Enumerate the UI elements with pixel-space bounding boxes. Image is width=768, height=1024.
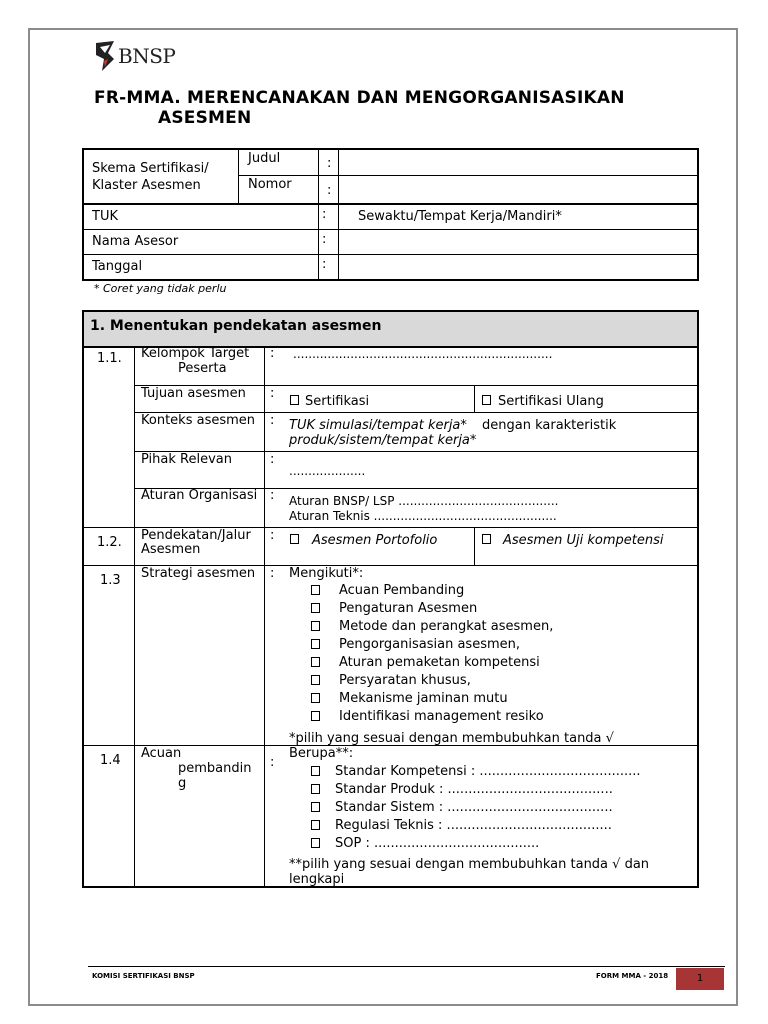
- acuan-item: SOP : ........................................: [335, 836, 540, 851]
- asesor-colon: :: [322, 232, 327, 247]
- strategi-checkbox[interactable]: [311, 675, 320, 685]
- uji-kompetensi-option: Asesmen Uji kompetensi: [503, 533, 664, 548]
- konteks-produk: produk/sistem/tempat kerja*: [289, 433, 477, 448]
- asesor-label: Nama Asesor: [92, 234, 179, 249]
- row-1-2-number: 1.2.: [97, 535, 122, 550]
- pendekatan-colon: :: [270, 528, 275, 543]
- strategi-item: Aturan pemaketan kompetensi: [339, 655, 540, 670]
- strategi-item: Metode dan perangkat asesmen,: [339, 619, 554, 634]
- pendekatan-label-1: Pendekatan/Jalur: [141, 528, 251, 543]
- portofolio-option: Asesmen Portofolio: [312, 533, 438, 548]
- page-number: 1: [676, 968, 724, 990]
- row-1-3-number: 1.3: [100, 573, 121, 588]
- tujuan-label: Tujuan asesmen: [141, 386, 246, 401]
- acuan-label-3: g: [178, 776, 187, 791]
- konteks-karakteristik: dengan karakteristik: [482, 418, 617, 433]
- kelompok-value: ....................................................................: [293, 347, 553, 361]
- acuan-checkbox[interactable]: [311, 820, 320, 830]
- nomor-label: Nomor: [248, 177, 292, 192]
- strategi-checkbox[interactable]: [311, 711, 320, 721]
- footer-right: FORM MMA - 2018: [596, 972, 669, 980]
- acuan-intro: Berupa**:: [289, 746, 354, 761]
- strategi-item: Identifikasi management resiko: [339, 709, 544, 724]
- title-line-2: ASESMEN: [158, 108, 252, 128]
- title-line-1: FR-MMA. MERENCANAKAN DAN MENGORGANISASIKAN: [94, 88, 625, 108]
- acuan-colon: :: [270, 755, 275, 770]
- nomor-colon: :: [327, 183, 332, 198]
- acuan-item: Standar Sistem : ........................................: [335, 800, 613, 815]
- acuan-checkbox[interactable]: [311, 766, 320, 776]
- tuk-label: TUK: [92, 209, 118, 224]
- konteks-tuk: TUK simulasi/tempat kerja*: [289, 418, 467, 433]
- footer-rule: [88, 966, 725, 967]
- tuk-colon: :: [322, 207, 327, 222]
- acuan-checkbox[interactable]: [311, 784, 320, 794]
- coret-note: * Coret yang tidak perlu: [94, 282, 227, 295]
- strategi-colon: :: [270, 566, 275, 581]
- strategi-checkbox[interactable]: [311, 585, 320, 595]
- acuan-note-1: **pilih yang sesuai dengan membubuhkan tanda √ dan: [289, 857, 650, 872]
- konteks-colon: :: [270, 413, 275, 428]
- konteks-label: Konteks asesmen: [141, 413, 256, 428]
- acuan-item: Regulasi Teknis : ........................................: [335, 818, 612, 833]
- sertifikasi-ulang-option: Sertifikasi Ulang: [498, 394, 604, 409]
- tanggal-colon: :: [322, 257, 327, 272]
- portofolio-checkbox[interactable]: [290, 534, 299, 544]
- acuan-label-2: pembandin: [178, 761, 252, 776]
- aturan-label: Aturan Organisasi: [141, 488, 258, 503]
- strategi-checkbox[interactable]: [311, 693, 320, 703]
- judul-colon: :: [327, 156, 332, 171]
- pihak-colon: :: [270, 452, 275, 467]
- aturan-bnsp: Aturan BNSP/ LSP ..........................................: [289, 494, 559, 508]
- acuan-item: Standar Kompetensi : .......................................: [335, 764, 641, 779]
- strategi-checkbox[interactable]: [311, 621, 320, 631]
- strategi-checkbox[interactable]: [311, 657, 320, 667]
- acuan-item: Standar Produk : ........................................: [335, 782, 613, 797]
- uji-kompetensi-checkbox[interactable]: [482, 534, 491, 544]
- sertifikasi-option: Sertifikasi: [305, 394, 370, 409]
- row-1-1-number: 1.1.: [97, 351, 122, 366]
- acuan-note-2: lengkapi: [289, 872, 345, 887]
- strategi-item: Pengorganisasian asesmen,: [339, 637, 521, 652]
- skema-label-2: Klaster Asesmen: [92, 178, 201, 193]
- strategi-item: Mekanisme jaminan mutu: [339, 691, 508, 706]
- strategi-note: *pilih yang sesuai dengan membubuhkan tanda √: [289, 731, 614, 746]
- tujuan-colon: :: [270, 386, 275, 401]
- sertifikasi-checkbox[interactable]: [290, 395, 299, 405]
- pihak-value: ....................: [289, 464, 366, 478]
- kelompok-colon: :: [270, 346, 275, 361]
- strategi-checkbox[interactable]: [311, 603, 320, 613]
- judul-label: Judul: [248, 151, 281, 166]
- aturan-teknis: Aturan Teknis ................................................: [289, 509, 557, 523]
- acuan-label-1: Acuan: [141, 746, 182, 761]
- bnsp-logo: [94, 38, 175, 74]
- page-title: [94, 88, 714, 128]
- strategi-label: Strategi asesmen: [141, 566, 256, 581]
- bnsp-emblem-icon: [94, 39, 116, 73]
- row-1-4-number: 1.4: [100, 753, 121, 768]
- acuan-checkbox[interactable]: [311, 838, 320, 848]
- pihak-label: Pihak Relevan: [141, 452, 232, 467]
- kelompok-label-1: Kelompok Target: [141, 346, 250, 361]
- kelompok-label-2: Peserta: [178, 361, 227, 376]
- pendekatan-label-2: Asesmen: [141, 542, 201, 557]
- strategi-item: Acuan Pembanding: [339, 583, 465, 598]
- tanggal-label: Tanggal: [92, 259, 143, 274]
- tuk-value: Sewaktu/Tempat Kerja/Mandiri*: [358, 209, 562, 224]
- sertifikasi-ulang-checkbox[interactable]: [482, 395, 491, 405]
- logo-text: BNSP: [118, 44, 176, 68]
- strategi-item: Persyaratan khusus,: [339, 673, 471, 688]
- section-1-heading: 1. Menentukan pendekatan asesmen: [90, 318, 382, 334]
- strategi-checkbox[interactable]: [311, 639, 320, 649]
- aturan-colon: :: [270, 488, 275, 503]
- strategi-item: Pengaturan Asesmen: [339, 601, 478, 616]
- acuan-checkbox[interactable]: [311, 802, 320, 812]
- skema-label-1: Skema Sertifikasi/: [92, 161, 209, 176]
- strategi-intro: Mengikuti*:: [289, 566, 364, 581]
- footer-left: KOMISI SERTIFIKASI BNSP: [92, 972, 195, 980]
